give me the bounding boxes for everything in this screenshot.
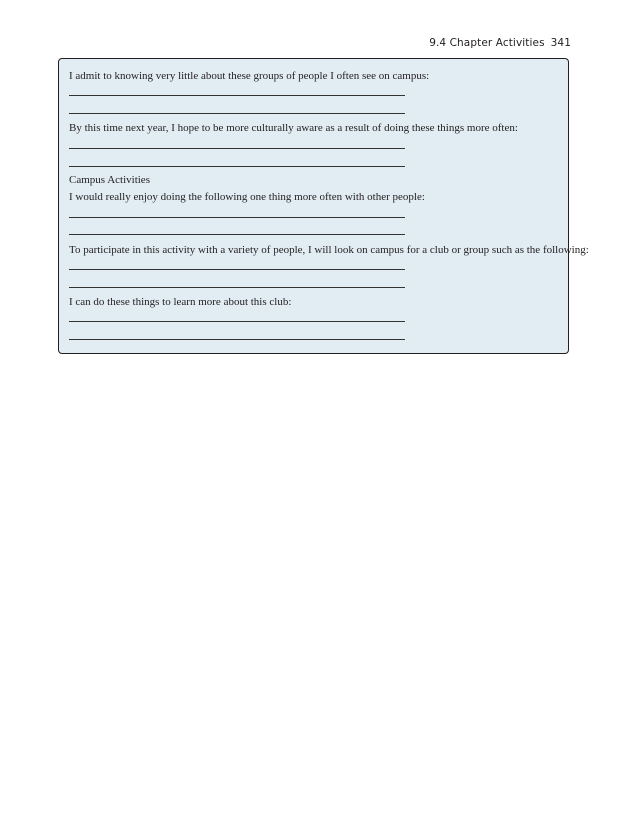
answer-line[interactable] xyxy=(69,287,405,288)
answer-line[interactable] xyxy=(69,321,405,322)
section-title: 9.4 Chapter Activities xyxy=(429,37,545,49)
answer-line[interactable] xyxy=(69,269,405,270)
answer-line[interactable] xyxy=(69,95,405,96)
prompt-enjoy: I would really enjoy doing the following one thing more often with other people: xyxy=(69,191,425,203)
answer-line[interactable] xyxy=(69,148,405,149)
prompt-next-year: By this time next year, I hope to be more culturally aware as a result of doing these things more often: xyxy=(69,122,518,134)
answer-line[interactable] xyxy=(69,234,405,235)
answer-line[interactable] xyxy=(69,217,405,218)
prompt-club: To participate in this activity with a variety of people, I will look on campus for a club or group such as the following: xyxy=(69,244,589,256)
answer-line[interactable] xyxy=(69,166,405,167)
prompt-learn: I can do these things to learn more about this club: xyxy=(69,296,292,308)
page-number: 341 xyxy=(550,37,571,49)
worksheet-box xyxy=(58,58,589,354)
answer-line[interactable] xyxy=(69,113,405,114)
section-heading: Campus Activities xyxy=(69,174,150,186)
running-header xyxy=(429,37,571,49)
answer-line[interactable] xyxy=(69,339,405,340)
prompt-groups: I admit to knowing very little about these groups of people I often see on campus: xyxy=(69,70,430,82)
